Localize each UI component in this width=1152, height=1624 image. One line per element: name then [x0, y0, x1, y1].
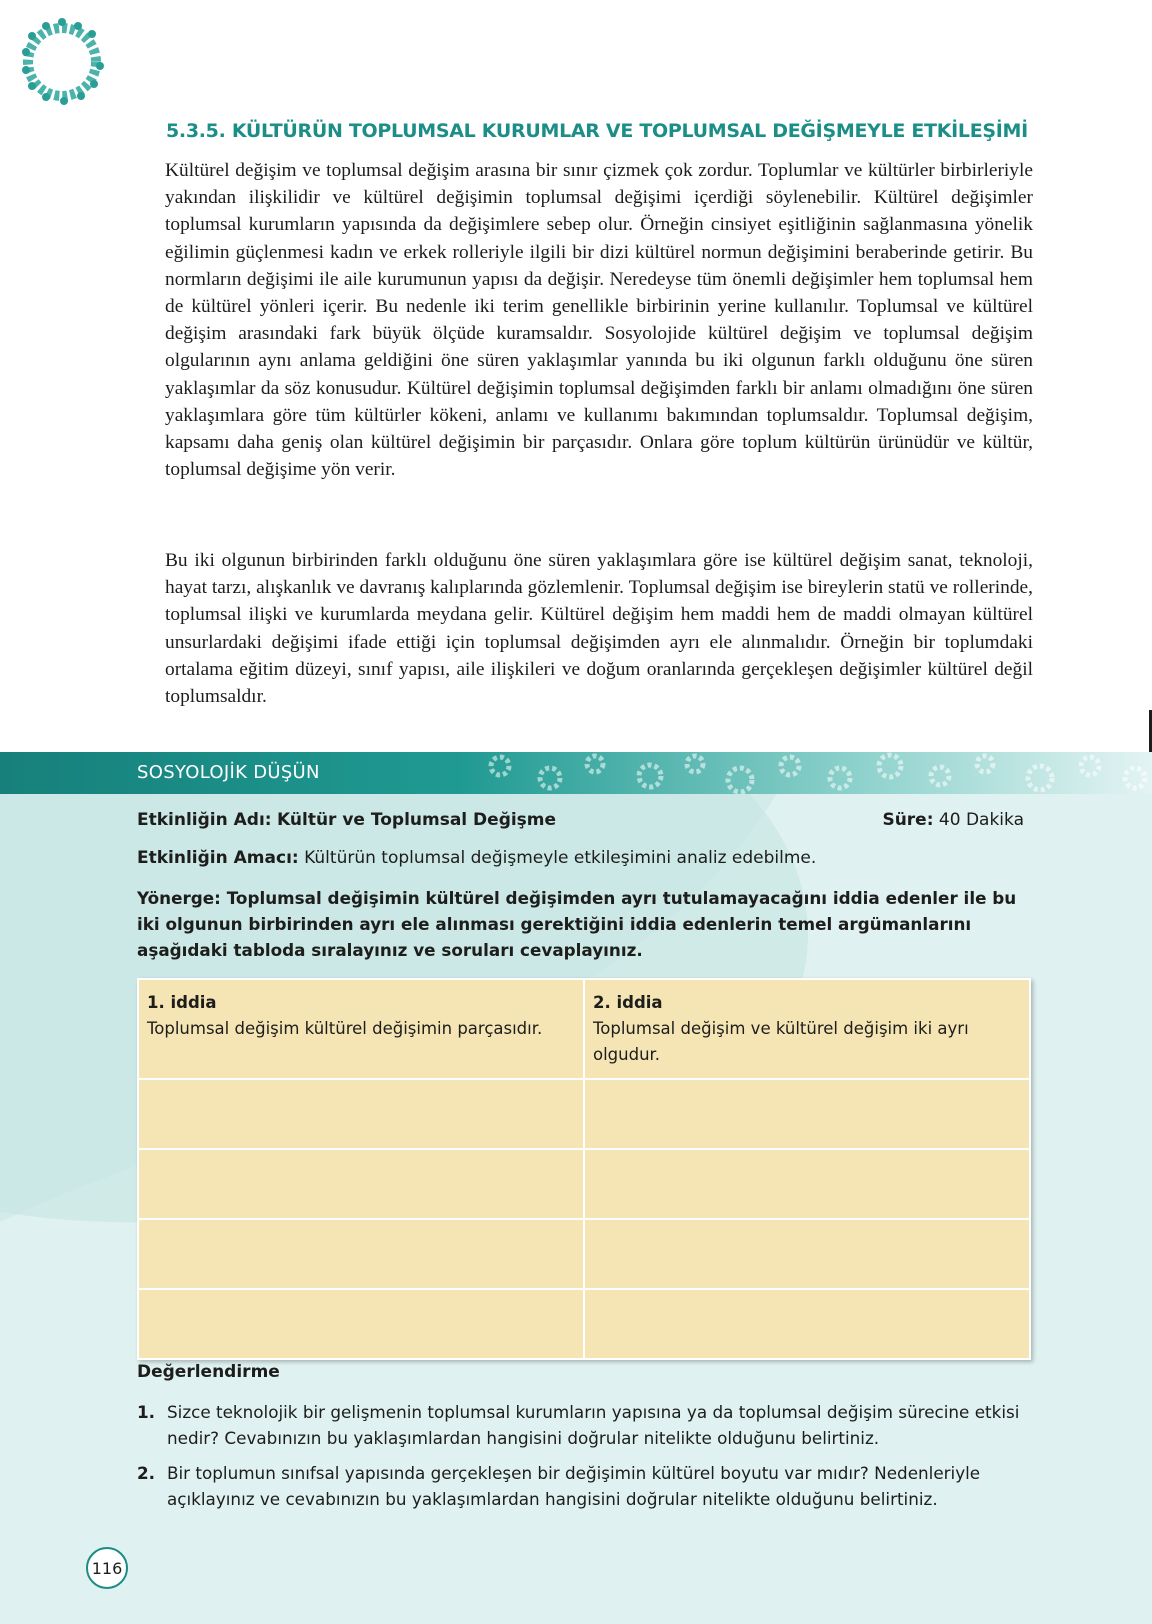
duration-value: 40 Dakika [938, 810, 1024, 830]
answer-cell[interactable] [584, 1289, 1030, 1359]
gears-decoration-icon [480, 752, 1152, 794]
question-text: Sizce teknolojik bir gelişmenin toplumsal kurumların yapısına ya da toplumsal değişim sürecine etkisi nedir? Cevabınızın bu yaklaşımlardan hangisini doğrular nitelikte olduğunu belirtiniz. [167, 1402, 1020, 1448]
section-heading: 5.3.5. KÜLTÜRÜN TOPLUMSAL KURUMLAR VE TOPLUMSAL DEĞİŞMEYLE ETKİLEŞİMİ [166, 120, 1028, 142]
duration-label: Süre: [882, 810, 934, 830]
question-number: 2. [137, 1463, 156, 1483]
evaluation-questions [137, 1399, 1037, 1521]
list-item [137, 1399, 1037, 1451]
claim-1-title: 1. iddia [147, 993, 217, 1012]
activity-aim [137, 848, 816, 868]
question-number: 1. [137, 1402, 156, 1422]
directive-label: Yönerge: [137, 888, 221, 908]
table-row [138, 1219, 1030, 1289]
answer-cell[interactable] [138, 1289, 584, 1359]
activity-name-label: Etkinliğin Adı: [137, 810, 272, 830]
claim-1-text: Toplumsal değişim kültürel değişimin parçasıdır. [147, 1019, 543, 1038]
table-row [138, 1079, 1030, 1149]
activity-directive [137, 885, 1017, 963]
claim-2-title: 2. iddia [593, 993, 663, 1012]
claims-header-row [138, 979, 1030, 1079]
paragraph-2-text: Bu iki olgunun birbirinden farklı olduğunu öne süren yaklaşımlara göre ise kültürel değişim sanat, teknoloji, hayat tarzı, alışkanlık ve davranış kalıplarında gözlemlenir. Toplumsal değişim ise bireylerin statü ve rollerinde, toplumsal ilişki ve kurumlarda meydana gelir. Kültürel değişim hem maddi hem de maddi olmayan kültürel unsurlardaki değişimi ifade ettiği için toplumsal değişimden ayrı ele alınmalıdır. Örneğin bir toplumdaki ortalama eğitim düzeyi, sınıf yapısı, aile ilişkileri ve doğum oranlarında gerçekleşen değişimler kültürel değil toplumsaldır. [165, 550, 1033, 708]
answer-cell[interactable] [584, 1149, 1030, 1219]
activity-name [137, 810, 556, 830]
answer-cell[interactable] [584, 1219, 1030, 1289]
aim-value: Kültürün toplumsal değişmeyle etkileşimini analiz edebilme. [304, 848, 817, 868]
answer-cell[interactable] [138, 1149, 584, 1219]
activity-banner-title: SOSYOLOJİK DÜŞÜN [137, 762, 320, 783]
claims-table [137, 978, 1031, 1360]
aim-label: Etkinliğin Amacı: [137, 848, 299, 868]
answer-cell[interactable] [584, 1079, 1030, 1149]
activity-name-value: Kültür ve Toplumsal Değişme [277, 810, 557, 830]
claim-2-cell [584, 979, 1030, 1079]
claim-1-cell [138, 979, 584, 1079]
answer-cell[interactable] [138, 1079, 584, 1149]
page-number: 116 [86, 1547, 128, 1589]
directive-value: Toplumsal değişimin kültürel değişimden ayrı tutulamayacağını iddia edenler ile bu iki olgunun birbirinden ayrı ele alınması gerektiğini iddia edenlerin temel argümanlarını aşağıdaki tabloda sıralayınız ve soruları cevaplayınız. [137, 888, 1017, 960]
paragraph-2 [165, 547, 1033, 710]
activity-duration [882, 810, 1024, 830]
list-item [137, 1460, 1037, 1512]
question-text: Bir toplumun sınıfsal yapısında gerçekleşen bir değişimin kültürel boyutu var mıdır? Nedenleriyle açıklayınız ve cevabınızın bu yaklaşımlardan hangisini doğrular nitelikte olduğunu belirtiniz. [167, 1463, 981, 1509]
answer-cell[interactable] [138, 1219, 584, 1289]
people-circle-gear-logo-icon [16, 14, 108, 106]
table-row [138, 1289, 1030, 1359]
paragraph-1 [165, 157, 1033, 483]
evaluation-title: Değerlendirme [137, 1362, 280, 1382]
table-row [138, 1149, 1030, 1219]
claim-2-text: Toplumsal değişim ve kültürel değişim iki ayrı olgudur. [593, 1019, 969, 1064]
paragraph-1-text: Kültürel değişim ve toplumsal değişim arasına bir sınır çizmek çok zordur. Toplumlar ve kültürler birbirleriyle yakından ilişkilidir ve kültürel değişimin toplumsal değişimi içerdiği söylenebilir. Kültürel değişimler toplumsal kurumların yapısında da değişimlere sebep olur. Örneğin cinsiyet eşitliğinin sağlanmasına yönelik eğilimin güçlenmesi kadın ve erkek rolleriyle ilgili bir dizi kültürel normun değişimini beraberinde getirir. Bu normların değişimi ile aile kurumunun yapısı da değişir. Neredeyse tüm önemli değişimler hem toplumsal hem de kültürel yönleri içerir. Bu nedenle iki terim genellikle birbirinin yerine kullanılır. Toplumsal ve kültürel değişim arasındaki fark büyük ölçüde kuramsaldır. Sosyolojide kültürel değişim ve toplumsal değişim olgularının aynı anlama geldiğini öne süren yaklaşımlar yanında bu iki olgunun farklı olduğunu öne süren yaklaşımlar da söz konusudur. Kültürel değişimin toplumsal değişimden farklı bir anlamı olmadığını öne süren yaklaşımlara göre tüm kültürler kökeni, anlamı ve kullanımı bakımından toplumsaldır. Toplumsal değişim, kapsamı daha geniş olan kültürel değişimin bir parçasıdır. Onlara göre toplum kültürün ürünüdür ve kültür, toplumsal değişime yön verir. [165, 160, 1033, 481]
